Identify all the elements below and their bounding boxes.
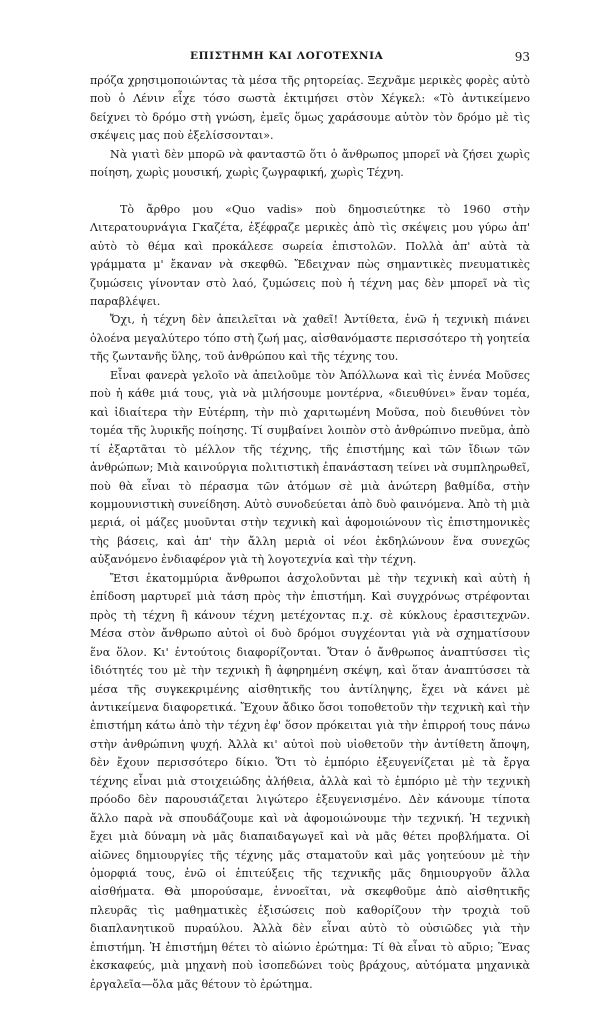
paragraph: Ἔτσι ἑκατομμύρια ἄνθρωποι ἀσχολοῦνται μὲ τὴν τεχνικὴ καὶ αὐτὴ ἡ ἐπίδοση μαρτυρεῖ μιὰ τάση πρὸς τὴν ἐπιστήμη. Καὶ συγχρόνως στρέφονται πρὸς τὴ τέχνη ἢ κάνουν τέχνη μετέχοντας π.χ. σὲ κύκλους ἐρασιτεχνῶν. Μέσα στὸν ἄνθρωπο αὐτοὶ οἱ δυὸ δρόμοι συγχέονται γιὰ νὰ σχηματίσουν ἕνα ὅλον. Κι' ἐντούτοις διαφορίζονται. Ὅταν ὁ ἄνθρωπος ἀναπτύσσει τὶς ἰδιότητές του μὲ τὴν τεχνικὴ ἢ ἀφηρημένη σκέψη, καὶ ὅταν ἀναπτύσσει τὰ μέσα τῆς συγκεκριμένης αἰσθητικῆς του ἀντίληψης, ἔχει νὰ κάνει μὲ ἀντικείμενα διαφορετικά. Ἔχουν ἄδικο ὅσοι τοποθετοῦν τὴν τεχνικὴ καὶ τὴν ἐπιστήμη κάτω ἀπὸ τὴν τέχνη ἐφ' ὅσον πρόκειται γιὰ τὴν ἐπιρροή τους πάνω στὴν ἀνθρώπινη ψυχή. Ἀλλὰ κι' αὐτοὶ ποὺ υἱοθετοῦν τὴν ἀντίθετη ἄποψη, δὲν ἔχουν περισσότερο δίκιο. Ὅτι τὸ ἐμπόριο ἐξευγενίζεται μὲ τὰ ἔργα τέχνης εἶναι μιὰ στοιχειώδης ἀλήθεια, ἀλλὰ καὶ τὸ ἐμπόριο μὲ τὴν τεχνικὴ πρόοδο δὲν παρουσιάζεται λιγώτερο ἐξευγενισμένο. Δὲν κάνουμε τίποτα ἄλλο παρὰ νὰ σπουδάζουμε καὶ νὰ ἀφομοιώνουμε τὴν τεχνική. Ἡ τεχνικὴ ἔχει μιὰ δύναμη νὰ μᾶς διαπαιδαγωγεῖ καὶ νὰ μᾶς θέτει προβλήματα. Οἱ αἰῶνες δημιουργίες τῆς τέχνης μᾶς σταματοῦν καὶ μᾶς γοητεύουν μὲ τὴν ὁμορφιά τους, ἐνῶ οἱ ἐπιτεύξεις τῆς τεχνικῆς μᾶς δημιουργοῦν ἄλλα αἰσθήματα. Θὰ μπορούσαμε, ἐννοεῖται, νὰ σκεφθοῦμε ἀπὸ αἰσθητικῆς πλευρᾶς τὶς μαθηματικὲς ἐξισώσεις ποὺ καθορίζουν τὴν τροχιὰ τοῦ διαπλανητικοῦ πυραύλου. Ἀλλὰ δὲν εἶναι αὐτὸ τὸ οὐσιῶδες γιὰ τὴν ἐπιστήμη. Ἡ ἐπιστήμη θέτει τὸ αἰώνιο ἐρώτημα: Τί θὰ εἶναι τὸ αὔριο; Ἕνας ἐκσκαφεύς, μιὰ μηχανὴ ποὺ ἰσοπεδώνει τοὺς βράχους, αὐτόματα μηχανικὰ ἐργαλεῖα—ὅλα μᾶς θέτουν τὸ ἐρώτημα. — [90, 571, 530, 991]
paragraph: Ὄχι, ἡ τέχνη δὲν ἀπειλεῖται νὰ χαθεῖ! Ἀντίθετα, ἐνῶ ἡ τεχνικὴ πιάνει ὁλοένα μεγαλύτερο τόπο στὴ ζωή μας, αἰσθανόμαστε περισσότερο τὴ γοητεία τῆς ζωντανῆς ὕλης, τοῦ ἀνθρώπου καὶ τῆς τέχνης του. — [90, 313, 530, 364]
paragraph: Τὸ ἄρθρο μου «Quo vadis» ποὺ δημοσιεύτηκε τὸ 1960 στὴν Λιτερατουρνάγια Γκαζέτα, ἐξέφραζε μερικὲς ἀπὸ τὶς σκέψεις μου γύρω ἀπ' αὐτὸ τὸ θέμα καὶ προκάλεσε σωρεία ἐπιστολῶν. Πολλὰ ἀπ' αὐτὰ τὰ γράμματα μ' ἔκαναν νὰ σκεφθῶ. Ἔδειχναν πὼς σημαντικὲς πνευματικὲς ζυμώσεις γίνονταν στὸ λαό, ζυμώσεις ποὺ ἡ τέχνη μας δὲν μπορεῖ νὰ τὶς παραβλέψει. — [90, 202, 530, 308]
running-title: ΕΠΙΣΤΗΜΗ ΚΑΙ ΛΟΓΟΤΕΧΝΙΑ — [190, 50, 384, 62]
running-head — [90, 50, 530, 66]
body-text — [90, 72, 530, 994]
section-gap — [90, 183, 530, 201]
paragraph: πρόζα χρησιμοποιώντας τὰ μέσα τῆς ρητορείας. Ξεχνᾶμε μερικὲς φορὲς αὐτὸ ποὺ ὁ Λένιν εἶχε τόσο σωστὰ ἐκτιμήσει στὸν Χέγκελ: «Τὸ ἀντικείμενο δείχνει τὸ δρόμο στὴ γνώση, ἐμεῖς ὅμως χαράσουμε αὐτὸν τὸν δρόμο μὲ τὶς σκέψεις μας ποὺ ἐξελίσσονται». — [90, 74, 530, 143]
paragraph: Νὰ γιατὶ δὲν μπορῶ νὰ φανταστῶ ὅτι ὁ ἄνθρωπος μπορεῖ νὰ ζήσει χωρὶς ποίηση, χωρὶς μουσική, χωρὶς ζωγραφική, χωρὶς Τέχνη. — [90, 147, 530, 180]
page-number: 93 — [514, 50, 530, 64]
paragraph: Εἶναι φανερὰ γελοῖο νὰ ἀπειλοῦμε τὸν Ἀπόλλωνα καὶ τὶς ἐννέα Μοῦσες ποὺ ἡ κάθε μιά τους, γιὰ νὰ μιλήσουμε μοντέρνα, «διευθύνει» ἕναν τομέα, καὶ ἰδιαίτερα τὴν Εὐτέρπη, τὴν πιὸ χαριτωμένη Μοῦσα, ποὺ διευθύνει τὸν τομέα τῆς λυρικῆς ποίησης. Τί συμβαίνει λοιπὸν στὸ ἀνθρώπινο πνεῦμα, ἀπὸ τί ἐξαρτᾶται τὸ μέλλον τῆς τέχνης, τῆς ἐπιστήμης καὶ τῶν ἴδιων τῶν ἀνθρώπων; Μιὰ καινούργια πολιτιστικὴ ἐπανάσταση τείνει νὰ συμπληρωθεῖ, ποὺ θὰ εἶναι τὸ πέρασμα τῶν ἀτόμων σὲ μιὰ ἀνώτερη βαθμίδα, στὴν κομμουνιστικὴ συνείδηση. Αὐτὸ συνοδεύεται ἀπὸ δυὸ φαινόμενα. Ἀπὸ τὴ μιὰ μεριά, οἱ μάζες μυοῦνται στὴν τεχνικὴ καὶ ἀφομοιώνουν τὶς ἐπιστημονικὲς τὴς βάσεις, καὶ ἀπ' τὴν ἄλλη μεριὰ οἱ νέοι ἐκδηλώνουν ἕνα συνεχῶς αὐξανόμενο ἐνδιαφέρον γιὰ τὴ λογοτεχνία καὶ τὴν τέχνη. — [90, 368, 530, 567]
